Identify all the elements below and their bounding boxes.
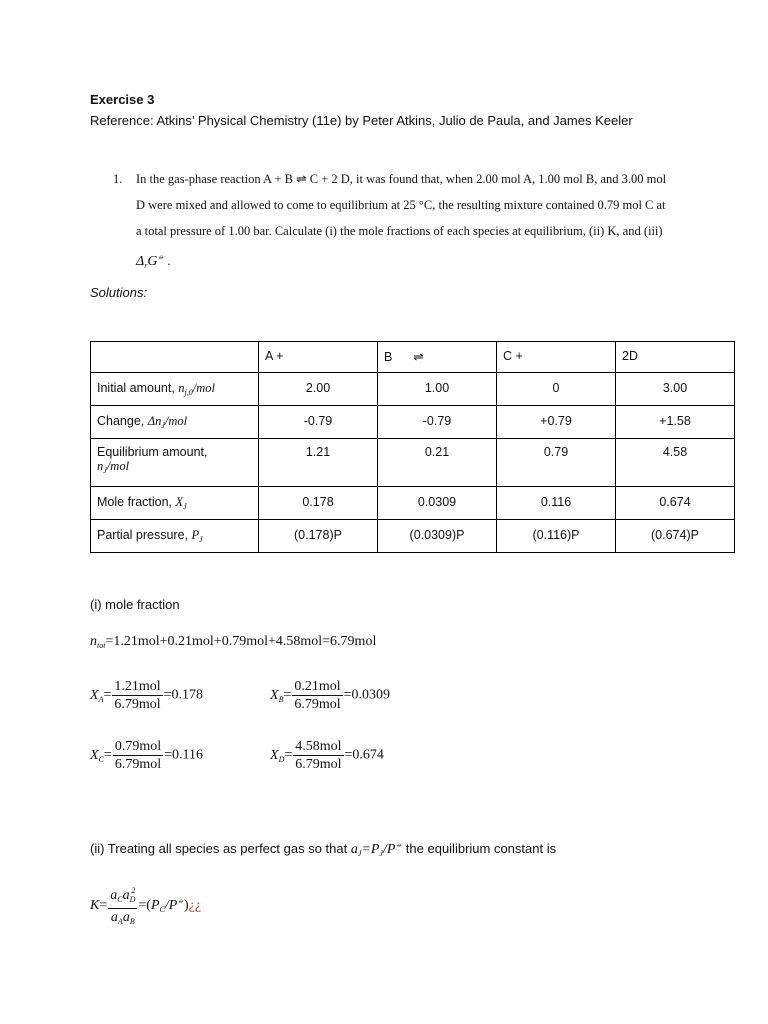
table-cell: 0.674 (616, 487, 735, 520)
row-label: Change, $\Delta n_J$/mol (91, 406, 259, 439)
table-header-cell: A + (259, 342, 378, 373)
problem-statement (113, 166, 673, 279)
ice-table (90, 341, 735, 553)
table-cell: 4.58 (616, 439, 735, 487)
delta-g-symbol: $\Delta_rG^⦵$ (136, 252, 165, 270)
table-cell: 1.21 (259, 439, 378, 487)
table-row (91, 439, 735, 487)
table-cell: (0.116)P (497, 520, 616, 553)
table-cell: 1.00 (378, 373, 497, 406)
k-expression: K= $\frac{a_Ca_D^2}{a_Aa_B}$ $=(P_C/P^⦵)¿¿$ (90, 882, 201, 930)
part-i-heading: (i) mole fraction (90, 597, 180, 612)
exercise-title: Exercise 3 (90, 92, 155, 107)
table-cell: 0.21 (378, 439, 497, 487)
table-cell: (0.0309)P (378, 520, 497, 553)
table-cell: -0.79 (378, 406, 497, 439)
table-header-cell: B ⇌ (378, 342, 497, 373)
table-cell: 3.00 (616, 373, 735, 406)
table-header-cell: C + (497, 342, 616, 373)
solutions-label: Solutions: (90, 285, 148, 300)
table-row (91, 406, 735, 439)
problem-text: In the gas-phase reaction A + B ⇌ C + 2 D, it was found that, when 2.00 mol A, 1.00 mol B, and 3.00 mol D were mixed and allowed to come to equilibrium at 25 °C, the resulting mixture contained 0.79 mol C at a total pressure of 1.00 bar. Calculate (i) the mole fractions of each species at equilibrium, (ii) K, and (iii) $\Delta_rG^⦵$ . (136, 172, 667, 270)
table-cell: (0.674)P (616, 520, 735, 553)
reference-line: Reference: Atkins’ Physical Chemistry (11e) by Peter Atkins, Julio de Paula, and James Keeler (90, 113, 633, 128)
table-cell: 0 (497, 373, 616, 406)
table-cell: 2.00 (259, 373, 378, 406)
table-cell: 0.178 (259, 487, 378, 520)
table-row (91, 373, 735, 406)
table-row (91, 520, 735, 553)
table-cell: -0.79 (259, 406, 378, 439)
table-header-row (91, 342, 735, 373)
xb-equation: $X_B=$ $\frac{\text{0.21mol}}{\text{6.79mol}}$ =0.0309 (270, 679, 391, 712)
table-header-cell (91, 342, 259, 373)
render-artifact: ¿¿ (188, 898, 202, 914)
ntot-equation: $n_{tot}=1.21mol+0.21mol+0.79mol+4.58mol=6.79mol$ (90, 634, 377, 650)
table-row (91, 487, 735, 520)
row-label: Mole fraction, $X_J$ (91, 487, 259, 520)
row-label: Equilibrium amount, $n_J$/mol (91, 439, 259, 487)
xd-equation: $X_D=$ $\frac{\text{4.58mol}}{\text{6.79mol}}$ =0.674 (270, 739, 384, 772)
table-header-cell: 2D (616, 342, 735, 373)
xc-equation: $X_C=$ $\frac{\text{0.79mol}}{\text{6.79mol}}$ =0.116 (90, 739, 203, 772)
table-cell: +1.58 (616, 406, 735, 439)
row-label: Initial amount, $n_{j,0}$/mol (91, 373, 259, 406)
xa-equation: $X_A=$ $\frac{\text{1.21mol}}{\text{6.79mol}}$ =0.178 (90, 679, 204, 712)
table-cell: +0.79 (497, 406, 616, 439)
table-cell: 0.79 (497, 439, 616, 487)
part-ii-text: (ii) Treating all species as perfect gas so that $a_J=P_J/P^⦵$ the equilibrium constant is (90, 840, 557, 858)
row-label: Partial pressure, $P_J$ (91, 520, 259, 553)
problem-number: 1. (113, 172, 123, 186)
table-cell: 0.0309 (378, 487, 497, 520)
table-cell: 0.116 (497, 487, 616, 520)
activity-definition: $a_J=P_J/P^⦵$ (350, 840, 403, 858)
table-cell: (0.178)P (259, 520, 378, 553)
